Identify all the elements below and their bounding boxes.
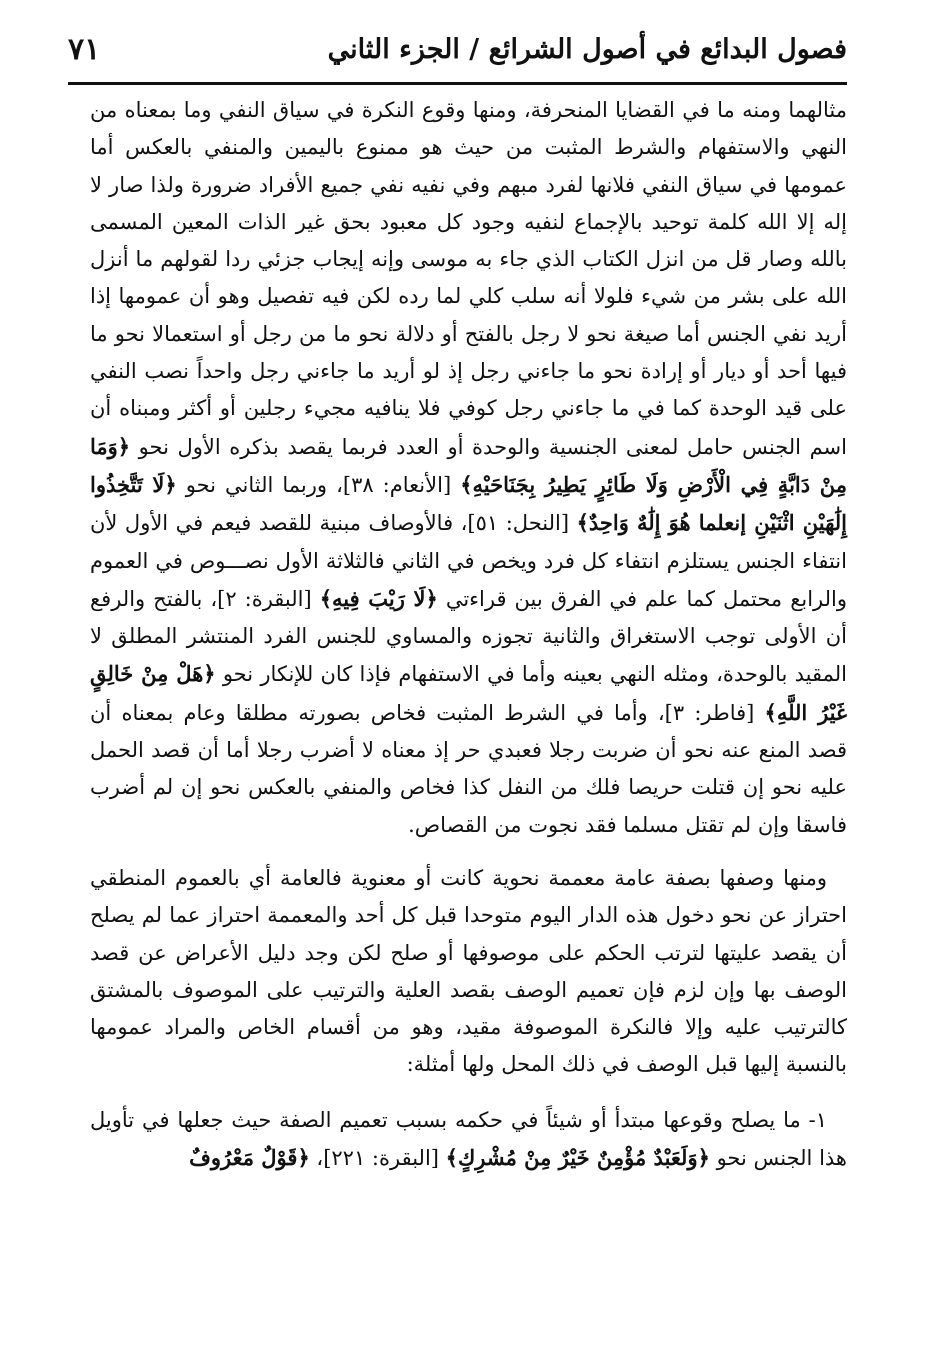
paragraph-3-text: ١- ما يصلح وقوعها مبتدأ أو شيئاً في حكمه بسبب تعميم الصفة حيث جعلها في تأويل هذا الجنس نحو: [90, 1107, 847, 1171]
paragraph-1-text: مثالهما ومنه ما في القضايا المنحرفة، ومنها وقوع النكرة في سياق النفي وما بمعناه من النهي والاستفهام والشرط المثبت من حيث هو ممنوع باليمين والمنفي بالعكس أما عمومها في سياق النفي فلانها لفرد مبهم وفي نفيه نفي جميع الأفراد ضرورة ولذا صار لا إله إلا الله كلمة توحيد بالإجماع لنفيه وجود كل معبود بحق غير الذات المعين المسمى بالله وصار قل من انزل الكتاب الذي جاء به موسى وإنه إيجاب جزئي ردا لقولهم ما أنزل الله على بشر من شيء فلولا أنه سلب كلي لما رده لكن فيه تفصيل وهو أن عمومها إذا أريد نفي الجنس أما صيغة نحو لا رجل بالفتح أو دلالة نحو ما من رجل أو استعمالا نحو ما فيها أحد أو ديار أو إرادة نحو ما جاءني رجل إذ لو أريد ما جاءني رجل واحداً نصب النفي على قيد الوحدة كما في ما جاءني رجل كوفي فلا ينافيه مجيء رجلين أو أكثر ومبناه أن اسم الجنس حامل لمعنى الجنسية والوحدة أو العدد فربما يقصد بذكره الأول نحو: [90, 98, 847, 459]
paragraph-3: [90, 1102, 847, 1178]
page-body: [90, 92, 847, 1177]
quran-verse: ﴿لَا تَتَّخِذُوا إِلَٰهَيْنِ اثْنَيْنِ إنعلما هُوَ إِلَٰهٌ وَاحِدٌ﴾: [90, 471, 847, 536]
page-number: ٧١: [68, 32, 101, 67]
verse-reference: [البقرة: ٢٢١]،: [309, 1146, 446, 1171]
quran-verse: ﴿لَا رَيْبَ فِيهِ﴾: [319, 585, 438, 611]
quran-verse: ﴿وَمَا مِنْ دَابَّةٍ فِي الْأَرْضِ وَلَا طَائِرٍ يَطِيرُ بِجَنَاحَيْهِ﴾: [90, 433, 848, 497]
quran-verse: ﴿هَلْ مِنْ خَالِقٍ غَيْرُ اللَّهِ﴾: [90, 661, 847, 725]
verse-reference: [النحل: ٥١]، فالأوصاف مبنية للقصد فيعم في الأول لأن انتفاء الجنس يستلزم انتفاء كل فرد ويخص في الثاني فالثلاثة الأول نصـــوص في العموم والرابع محتمل كما علم في الفرق بين قراءتي: [90, 511, 848, 611]
page-header: [68, 28, 847, 80]
header-rule: [68, 82, 847, 85]
verse-reference: [فاطر: ٣]، وأما في الشرط المثبت فخاص بصورته مطلقا وعام بمعناه أن قصد المنع عنه نحو أن ضربت رجلا فعبدي حر إذ معناه لا أضرب رجلا أما أن قصد الحمل عليه نحو إن قتلت حريصا فلك من النفل كذا فخاص والمنفي بالعكس نحو إن لم أضرب فاسقا وإن لم تقتل مسلما فقد نجوت من القصاص.: [90, 700, 847, 837]
paragraph-1: [90, 92, 847, 844]
verse-reference: [الأنعام: ٣٨]، وربما الثاني نحو: [176, 472, 461, 497]
running-title: فصول البدائع في أصول الشرائع / الجزء الثاني: [327, 34, 847, 65]
verse-reference: [البقرة: ٢]، بالفتح والرفع أن الأولى توجب الاستغراق والثانية تجوزه والمساوي للجنس الفرد المنتشر المطلق لا المقيد بالوحدة، ومثله النهي بعينه وأما في الاستفهام فإذا كان للإنكار نحو: [90, 586, 847, 687]
quran-verse: ﴿وَلَعَبْدٌ مُؤْمِنٌ خَيْرٌ مِنْ مُشْرِكٍ﴾: [445, 1145, 710, 1171]
quran-verse: ﴿قَوْلٌ مَعْرُوفٌ: [189, 1145, 310, 1171]
paragraph-2: ومنها وصفها بصفة عامة معممة نحوية كانت أو معنوية فالعامة أي بالعموم المنطقي احتراز عن نحو دخول هذه الدار اليوم متوحدا قبل كل أحد والمعممة احتراز عما لم يصلح أن يقصد عليتها لترتب الحكم على موصوفها أو صلح لكن وجد دليل الأعراض عن قصد الوصف بها وإن لزم فإن تعميم الوصف بقصد العلية والترتيب على الموصوف بالمشتق كالترتيب عليه وإلا فالنكرة الموصوفة مقيد، وهو من أقسام الخاص والمراد عمومها بالنسبة إليها قبل الوصف في ذلك المحل ولها أمثلة:: [90, 865, 847, 1077]
